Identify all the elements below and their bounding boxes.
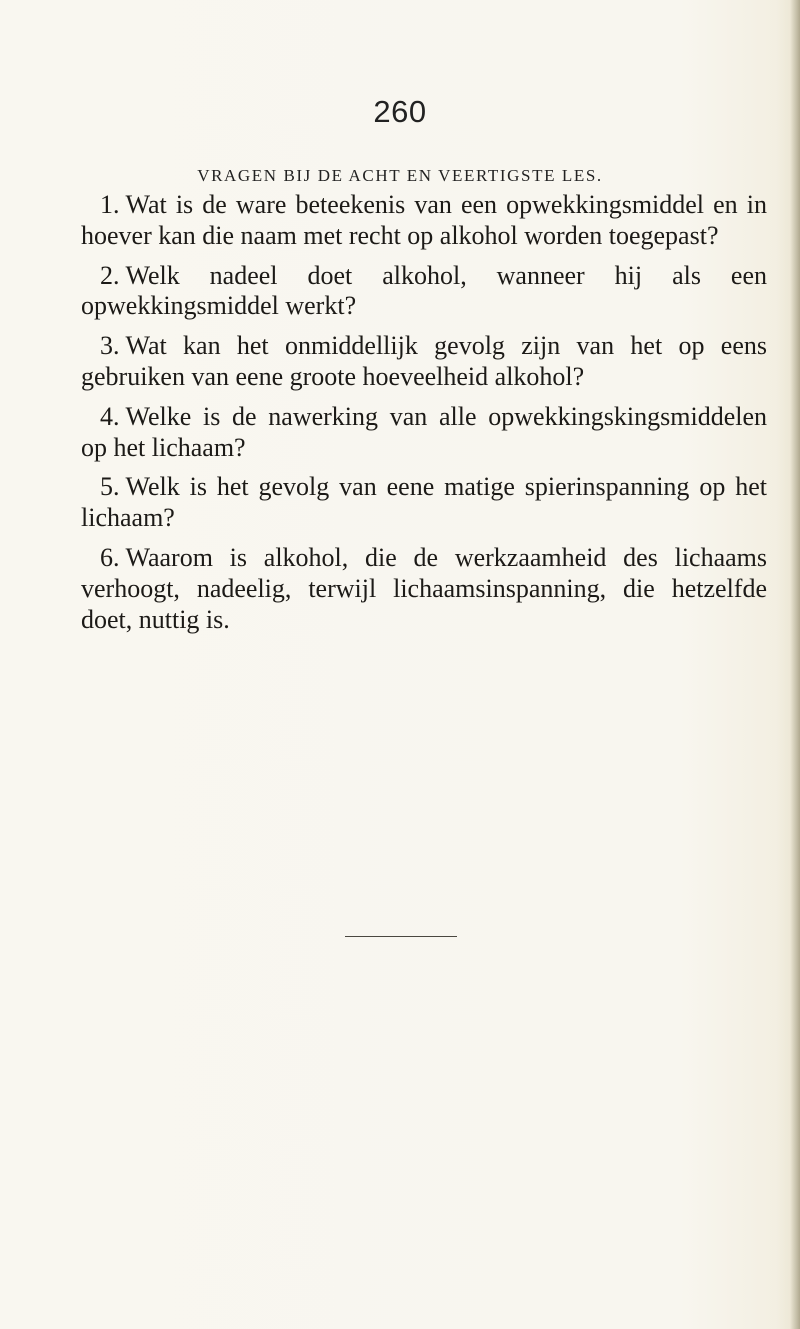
- question-number: 5.: [100, 472, 120, 502]
- question-number: 3.: [100, 331, 120, 361]
- question-text: Wat is de ware beteekenis van een opwekkingsmiddel en in hoever kan die naam met recht op alkohol worden toegepast?: [81, 190, 767, 250]
- question-number: 2.: [100, 260, 120, 290]
- question-1: [81, 190, 767, 252]
- page-edge: [790, 0, 800, 1329]
- closing-rule: [345, 936, 457, 937]
- question-number: 4.: [100, 401, 120, 431]
- question-text: Welk nadeel doet alkohol, wanneer hij als een opwekkingsmiddel werkt?: [81, 260, 767, 321]
- section-heading: VRAGEN BIJ DE ACHT EN VEERTIGSTE LES.: [197, 166, 603, 185]
- question-5: [81, 472, 767, 534]
- page-number: 260: [373, 94, 427, 129]
- question-text: Welke is de nawerking van alle opwekkingskingsmiddelen op het lichaam?: [81, 401, 767, 462]
- question-number: 1.: [100, 190, 120, 219]
- question-list: [81, 190, 767, 644]
- question-2: [81, 261, 767, 323]
- question-3: [81, 331, 767, 393]
- question-text: Wat kan het onmiddellijk gevolg zijn van het op eens gebruiken van eene groote hoeveelheid alkohol?: [81, 331, 767, 391]
- question-4: [81, 402, 767, 464]
- question-text: Welk is het gevolg van eene matige spierinspanning op het lichaam?: [81, 472, 767, 533]
- question-text: Waarom is alkohol, die de werkzaamheid des lichaams verhoogt, nadeelig, terwijl lichaamsinspanning, die hetzelfde doet, nuttig is.: [81, 542, 767, 634]
- question-number: 6.: [100, 542, 120, 572]
- question-6: [81, 543, 767, 635]
